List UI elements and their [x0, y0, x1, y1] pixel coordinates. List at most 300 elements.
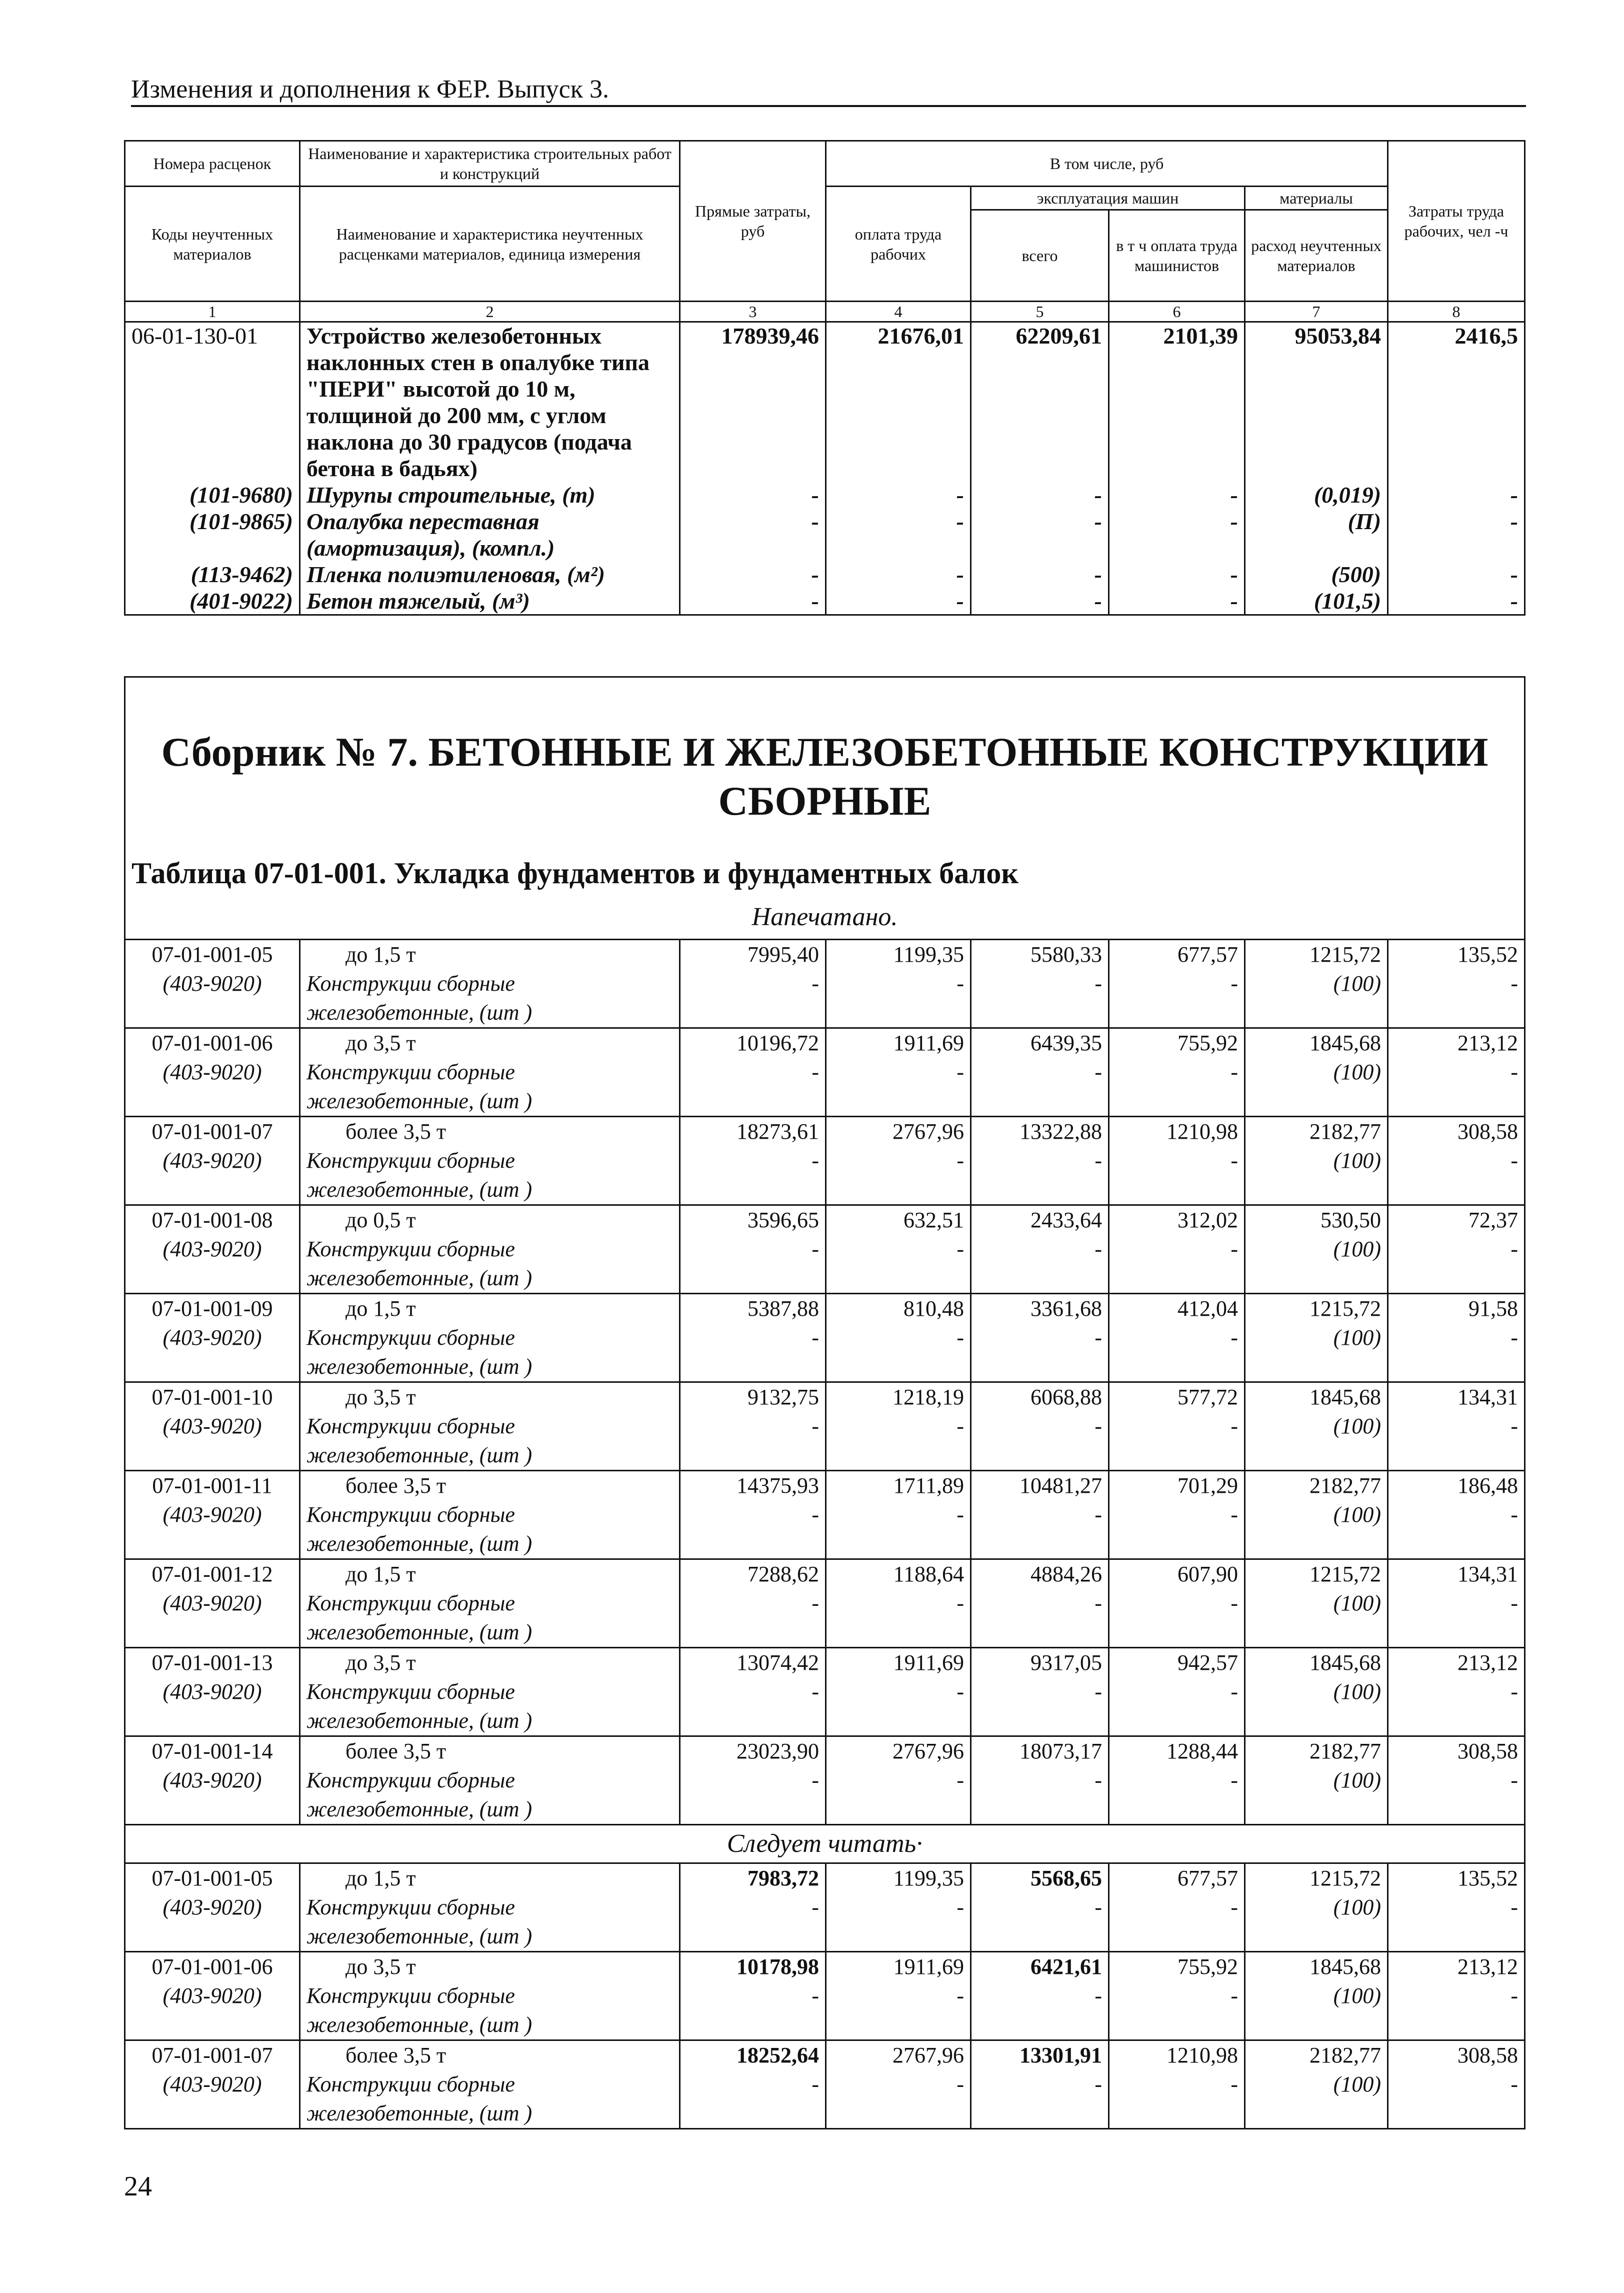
material-code: (403-9020) — [125, 1323, 300, 1382]
column-number: 5 — [971, 302, 1109, 322]
machinist-pay: - — [1109, 1766, 1245, 1825]
labor-costs: - — [1388, 508, 1525, 561]
worker-pay: - — [826, 1058, 971, 1117]
labor-costs: 213,12 — [1388, 1648, 1525, 1678]
labor-costs: - — [1388, 1589, 1525, 1648]
material-code: (101-9680) — [125, 482, 300, 508]
labor-costs: - — [1388, 482, 1525, 508]
rate-code: 07-01-001-05 — [125, 940, 300, 970]
machines-total: 2433,64 — [971, 1205, 1109, 1235]
header-machines: эксплуатация машин — [971, 187, 1245, 210]
table-row — [125, 561, 1525, 588]
machines-total: - — [971, 1766, 1109, 1825]
material-quantity: (100) — [1245, 1412, 1388, 1471]
top-rates-table — [124, 140, 1526, 616]
work-name: до 3,5 т — [300, 1382, 680, 1412]
machinist-pay: 312,02 — [1109, 1205, 1245, 1235]
material-quantity: (100) — [1245, 1677, 1388, 1736]
rate-code: 07-01-001-12 — [125, 1559, 300, 1589]
materials-cost: 1845,68 — [1245, 1952, 1388, 1982]
machines-total: - — [971, 1677, 1109, 1736]
table-row — [125, 1235, 1525, 1294]
material-quantity: (100) — [1245, 969, 1388, 1028]
machines-total: - — [971, 1058, 1109, 1117]
material-quantity: (100) — [1245, 1323, 1388, 1382]
material-name: Конструкции сборные железобетонные, (шт ) — [300, 1412, 680, 1471]
material-name: Конструкции сборные железобетонные, (шт ) — [300, 2070, 680, 2129]
material-code: (403-9020) — [125, 1235, 300, 1294]
machines-total: - — [971, 1323, 1109, 1382]
machines-total: 5568,65 — [971, 1863, 1109, 1893]
machines-total: 5580,33 — [971, 940, 1109, 970]
machines-total: - — [971, 1981, 1109, 2040]
material-name: Шурупы строительные, (т) — [300, 482, 680, 508]
table-row — [125, 1117, 1525, 1147]
machines-total: 10481,27 — [971, 1471, 1109, 1501]
worker-pay: 21676,01 — [826, 322, 971, 482]
rate-code: 07-01-001-09 — [125, 1294, 300, 1324]
material-name: Конструкции сборные железобетонные, (шт ) — [300, 1981, 680, 2040]
work-name: до 3,5 т — [300, 1028, 680, 1058]
labor-costs: 135,52 — [1388, 940, 1525, 970]
labor-costs: 308,58 — [1388, 1736, 1525, 1766]
labor-costs: 135,52 — [1388, 1863, 1525, 1893]
labor-costs: 186,48 — [1388, 1471, 1525, 1501]
direct-costs: 3596,65 — [680, 1205, 826, 1235]
work-name: до 1,5 т — [300, 1294, 680, 1324]
labor-costs: 72,37 — [1388, 1205, 1525, 1235]
labor-costs: - — [1388, 561, 1525, 588]
work-name: Устройство железобетонных наклонных стен в опалубке типа "ПЕРИ" высотой до 10 м, толщиной до 200 мм, с углом наклона до 30 градусов (подача бетона в бадьях) — [300, 322, 680, 482]
direct-costs: 10196,72 — [680, 1028, 826, 1058]
table-row — [125, 1736, 1525, 1766]
column-number: 6 — [1109, 302, 1245, 322]
machinist-pay: - — [1109, 561, 1245, 588]
machines-total: 6439,35 — [971, 1028, 1109, 1058]
table-row — [125, 1893, 1525, 1952]
header-work-name: Наименование и характеристика строительных работ и конструкций — [300, 141, 680, 187]
materials-cost: 2182,77 — [1245, 2040, 1388, 2070]
material-quantity: (100) — [1245, 2070, 1388, 2129]
worker-pay: - — [826, 482, 971, 508]
machinist-pay: 2101,39 — [1109, 322, 1245, 482]
table-row — [125, 1146, 1525, 1205]
direct-costs: - — [680, 1146, 826, 1205]
machines-total: - — [971, 482, 1109, 508]
labor-costs: - — [1388, 1323, 1525, 1382]
machines-total: - — [971, 588, 1109, 615]
machinist-pay: - — [1109, 1058, 1245, 1117]
direct-costs: 18252,64 — [680, 2040, 826, 2070]
material-name: Конструкции сборные железобетонные, (шт ) — [300, 1323, 680, 1382]
column-number: 3 — [680, 302, 826, 322]
table-row — [125, 1471, 1525, 1501]
material-name: Конструкции сборные железобетонные, (шт ) — [300, 1893, 680, 1952]
material-code: (403-9020) — [125, 969, 300, 1028]
table-row — [125, 1559, 1525, 1589]
material-code: (403-9020) — [125, 2070, 300, 2129]
materials-cost: 1215,72 — [1245, 1294, 1388, 1324]
direct-costs: - — [680, 482, 826, 508]
material-name: Конструкции сборные железобетонные, (шт ) — [300, 1058, 680, 1117]
material-name: Конструкции сборные железобетонные, (шт ) — [300, 1589, 680, 1648]
printed-note: Напечатано. — [752, 903, 898, 931]
direct-costs: - — [680, 1500, 826, 1559]
machines-total: 6068,88 — [971, 1382, 1109, 1412]
material-code: (403-9020) — [125, 1893, 300, 1952]
table-row — [125, 969, 1525, 1028]
header-materials: материалы — [1245, 187, 1388, 210]
machinist-pay: - — [1109, 1235, 1245, 1294]
machinist-pay: 755,92 — [1109, 1952, 1245, 1982]
worker-pay: 2767,96 — [826, 1736, 971, 1766]
material-quantity: (100) — [1245, 1893, 1388, 1952]
labor-costs: 308,58 — [1388, 1117, 1525, 1147]
worker-pay: - — [826, 1323, 971, 1382]
direct-costs: - — [680, 2070, 826, 2129]
material-code: (101-9865) — [125, 508, 300, 561]
worker-pay: 810,48 — [826, 1294, 971, 1324]
column-number: 8 — [1388, 302, 1525, 322]
machinist-pay: - — [1109, 1981, 1245, 2040]
machines-total: 3361,68 — [971, 1294, 1109, 1324]
material-quantity: (100) — [1245, 1500, 1388, 1559]
header-worker-pay: оплата труда рабочих — [826, 187, 971, 302]
table-row — [125, 1863, 1525, 1893]
column-number: 1 — [125, 302, 300, 322]
worker-pay: - — [826, 1500, 971, 1559]
header-material-consumption: расход неучтенных материалов — [1245, 210, 1388, 302]
table-row — [125, 1028, 1525, 1058]
table-title: Таблица 07-01-001. Укладка фундаментов и фундаментных балок — [132, 857, 1018, 890]
machinist-pay: 412,04 — [1109, 1294, 1245, 1324]
work-name: более 3,5 т — [300, 2040, 680, 2070]
rate-code: 07-01-001-10 — [125, 1382, 300, 1412]
materials-cost: 1845,68 — [1245, 1382, 1388, 1412]
machines-total: - — [971, 1589, 1109, 1648]
work-name: более 3,5 т — [300, 1736, 680, 1766]
direct-costs: - — [680, 1323, 826, 1382]
worker-pay: 2767,96 — [826, 2040, 971, 2070]
header-material-codes: Коды неучтенных материалов — [125, 187, 300, 302]
machines-total: - — [971, 969, 1109, 1028]
material-quantity: (101,5) — [1245, 588, 1388, 615]
direct-costs: 18273,61 — [680, 1117, 826, 1147]
work-name: до 3,5 т — [300, 1952, 680, 1982]
worker-pay: - — [826, 2070, 971, 2129]
labor-costs: 213,12 — [1388, 1028, 1525, 1058]
machines-total: - — [971, 1235, 1109, 1294]
page-header: Изменения и дополнения к ФЕР. Выпуск 3. — [131, 74, 1526, 107]
material-code: (401-9022) — [125, 588, 300, 615]
section-title: Сборник № 7. БЕТОННЫЕ И ЖЕЛЕЗОБЕТОННЫЕ КОНСТРУКЦИИ СБОРНЫЕ — [161, 729, 1488, 824]
page-number: 24 — [124, 2171, 152, 2202]
table-row — [125, 2070, 1525, 2129]
worker-pay: - — [826, 588, 971, 615]
rate-code: 07-01-001-13 — [125, 1648, 300, 1678]
worker-pay: - — [826, 1766, 971, 1825]
labor-costs: - — [1388, 1058, 1525, 1117]
direct-costs: 9132,75 — [680, 1382, 826, 1412]
rate-code: 07-01-001-11 — [125, 1471, 300, 1501]
column-number: 2 — [300, 302, 680, 322]
material-name: Конструкции сборные железобетонные, (шт ) — [300, 1677, 680, 1736]
machinist-pay: - — [1109, 588, 1245, 615]
labor-costs: - — [1388, 1893, 1525, 1952]
material-name: Конструкции сборные железобетонные, (шт ) — [300, 1235, 680, 1294]
worker-pay: - — [826, 1235, 971, 1294]
direct-costs: 7983,72 — [680, 1863, 826, 1893]
section-7-table — [124, 676, 1526, 2129]
material-quantity: (100) — [1245, 1146, 1388, 1205]
labor-costs: 213,12 — [1388, 1952, 1525, 1982]
rate-code: 07-01-001-08 — [125, 1205, 300, 1235]
header-direct-costs: Прямые затраты, руб — [680, 141, 826, 302]
worker-pay: - — [826, 1412, 971, 1471]
worker-pay: 1199,35 — [826, 940, 971, 970]
labor-costs: - — [1388, 1235, 1525, 1294]
material-code: (403-9020) — [125, 1412, 300, 1471]
table-row — [125, 508, 1525, 561]
machinist-pay: 942,57 — [1109, 1648, 1245, 1678]
work-name: до 0,5 т — [300, 1205, 680, 1235]
table-row — [125, 1766, 1525, 1825]
table-row — [125, 1058, 1525, 1117]
machines-total: 9317,05 — [971, 1648, 1109, 1678]
labor-costs: 2416,5 — [1388, 322, 1525, 482]
header-machines-total: всего — [971, 210, 1109, 302]
work-name: до 1,5 т — [300, 1559, 680, 1589]
machinist-pay: 755,92 — [1109, 1028, 1245, 1058]
direct-costs: - — [680, 1981, 826, 2040]
worker-pay: 632,51 — [826, 1205, 971, 1235]
machinist-pay: - — [1109, 1589, 1245, 1648]
machines-total: - — [971, 1893, 1109, 1952]
materials-cost: 95053,84 — [1245, 322, 1388, 482]
direct-costs: - — [680, 969, 826, 1028]
machinist-pay: - — [1109, 508, 1245, 561]
direct-costs: - — [680, 1058, 826, 1117]
direct-costs: 7995,40 — [680, 940, 826, 970]
printed-rows — [125, 940, 1525, 1825]
header-machinist-pay: в т ч оплата труда машинистов — [1109, 210, 1245, 302]
direct-costs: - — [680, 1589, 826, 1648]
work-name: более 3,5 т — [300, 1117, 680, 1147]
direct-costs: 23023,90 — [680, 1736, 826, 1766]
material-quantity: (0,019) — [1245, 482, 1388, 508]
labor-costs: 134,31 — [1388, 1382, 1525, 1412]
table-row — [125, 588, 1525, 615]
material-quantity: (100) — [1245, 1058, 1388, 1117]
machines-total: 18073,17 — [971, 1736, 1109, 1766]
should-read-note: Следует читать· — [726, 1829, 923, 1858]
machinist-pay: - — [1109, 482, 1245, 508]
worker-pay: - — [826, 1677, 971, 1736]
machinist-pay: 1210,98 — [1109, 1117, 1245, 1147]
labor-costs: 134,31 — [1388, 1559, 1525, 1589]
materials-cost: 1845,68 — [1245, 1648, 1388, 1678]
material-quantity: (100) — [1245, 1589, 1388, 1648]
materials-cost: 2182,77 — [1245, 1736, 1388, 1766]
table-row — [125, 1412, 1525, 1471]
machinist-pay: 1288,44 — [1109, 1736, 1245, 1766]
materials-cost: 1215,72 — [1245, 1863, 1388, 1893]
table-row — [125, 482, 1525, 508]
worker-pay: 1711,89 — [826, 1471, 971, 1501]
table-row — [125, 940, 1525, 970]
rate-code: 07-01-001-07 — [125, 2040, 300, 2070]
table-row — [125, 2040, 1525, 2070]
labor-costs: - — [1388, 588, 1525, 615]
worker-pay: 1199,35 — [826, 1863, 971, 1893]
material-name: Конструкции сборные железобетонные, (шт ) — [300, 1146, 680, 1205]
material-quantity: (500) — [1245, 561, 1388, 588]
table-row — [125, 1952, 1525, 1982]
header-material-name: Наименование и характеристика неучтенных расценками материалов, единица измерения — [300, 187, 680, 302]
labor-costs: - — [1388, 1146, 1525, 1205]
work-name: до 1,5 т — [300, 1863, 680, 1893]
direct-costs: - — [680, 508, 826, 561]
machinist-pay: 607,90 — [1109, 1559, 1245, 1589]
machines-total: - — [971, 508, 1109, 561]
worker-pay: - — [826, 1146, 971, 1205]
material-quantity: (100) — [1245, 1766, 1388, 1825]
machinist-pay: - — [1109, 2070, 1245, 2129]
material-name: Опалубка переставная (амортизация), (компл.) — [300, 508, 680, 561]
material-quantity: (П) — [1245, 508, 1388, 561]
direct-costs: - — [680, 1893, 826, 1952]
direct-costs: - — [680, 1677, 826, 1736]
table-row — [125, 1500, 1525, 1559]
work-name: до 3,5 т — [300, 1648, 680, 1678]
table-row — [125, 1648, 1525, 1678]
worker-pay: - — [826, 969, 971, 1028]
worker-pay: - — [826, 561, 971, 588]
direct-costs: 7288,62 — [680, 1559, 826, 1589]
machines-total: 62209,61 — [971, 322, 1109, 482]
materials-cost: 2182,77 — [1245, 1117, 1388, 1147]
header-labor-costs: Затраты труда рабочих, чел -ч — [1388, 141, 1525, 302]
table-row — [125, 1382, 1525, 1412]
machinist-pay: 1210,98 — [1109, 2040, 1245, 2070]
machines-total: 13322,88 — [971, 1117, 1109, 1147]
material-name: Бетон тяжелый, (м³) — [300, 588, 680, 615]
rate-code: 07-01-001-07 — [125, 1117, 300, 1147]
material-name: Пленка полиэтиленовая, (м²) — [300, 561, 680, 588]
rate-code: 07-01-001-06 — [125, 1952, 300, 1982]
machinist-pay: 701,29 — [1109, 1471, 1245, 1501]
material-code: (403-9020) — [125, 1500, 300, 1559]
worker-pay: 1188,64 — [826, 1559, 971, 1589]
material-code: (403-9020) — [125, 1058, 300, 1117]
table-row — [125, 1677, 1525, 1736]
labor-costs: - — [1388, 1500, 1525, 1559]
table-row — [125, 1323, 1525, 1382]
column-number: 7 — [1245, 302, 1388, 322]
table-row — [125, 1294, 1525, 1324]
work-name: до 1,5 т — [300, 940, 680, 970]
machinist-pay: - — [1109, 969, 1245, 1028]
worker-pay: - — [826, 508, 971, 561]
labor-costs: 308,58 — [1388, 2040, 1525, 2070]
material-code: (113-9462) — [125, 561, 300, 588]
material-code: (403-9020) — [125, 1677, 300, 1736]
labor-costs: - — [1388, 1412, 1525, 1471]
machines-total: - — [971, 1146, 1109, 1205]
direct-costs: 178939,46 — [680, 322, 826, 482]
material-quantity: (100) — [1245, 1235, 1388, 1294]
material-code: (403-9020) — [125, 1766, 300, 1825]
machinist-pay: - — [1109, 1412, 1245, 1471]
machinist-pay: 577,72 — [1109, 1382, 1245, 1412]
rate-code: 06-01-130-01 — [125, 322, 300, 482]
table-row — [125, 1205, 1525, 1235]
labor-costs: - — [1388, 1981, 1525, 2040]
machines-total: 6421,61 — [971, 1952, 1109, 1982]
materials-cost: 2182,77 — [1245, 1471, 1388, 1501]
worker-pay: - — [826, 1589, 971, 1648]
header-rate-numbers: Номера расценок — [125, 141, 300, 187]
worker-pay: - — [826, 1893, 971, 1952]
rate-code: 07-01-001-14 — [125, 1736, 300, 1766]
materials-cost: 1215,72 — [1245, 940, 1388, 970]
machines-total: 4884,26 — [971, 1559, 1109, 1589]
direct-costs: - — [680, 588, 826, 615]
direct-costs: - — [680, 1766, 826, 1825]
table-row — [125, 1981, 1525, 2040]
material-code: (403-9020) — [125, 1981, 300, 2040]
worker-pay: 1911,69 — [826, 1648, 971, 1678]
worker-pay: - — [826, 1981, 971, 2040]
direct-costs: 5387,88 — [680, 1294, 826, 1324]
worker-pay: 1911,69 — [826, 1028, 971, 1058]
direct-costs: 10178,98 — [680, 1952, 826, 1982]
machinist-pay: - — [1109, 1146, 1245, 1205]
machinist-pay: 677,57 — [1109, 1863, 1245, 1893]
direct-costs: - — [680, 561, 826, 588]
materials-cost: 530,50 — [1245, 1205, 1388, 1235]
labor-costs: 91,58 — [1388, 1294, 1525, 1324]
material-code: (403-9020) — [125, 1146, 300, 1205]
labor-costs: - — [1388, 2070, 1525, 2129]
machinist-pay: - — [1109, 1500, 1245, 1559]
machinist-pay: - — [1109, 1323, 1245, 1382]
machinist-pay: - — [1109, 1677, 1245, 1736]
worker-pay: 1218,19 — [826, 1382, 971, 1412]
machines-total: 13301,91 — [971, 2040, 1109, 2070]
material-name: Конструкции сборные железобетонные, (шт ) — [300, 1766, 680, 1825]
labor-costs: - — [1388, 969, 1525, 1028]
column-number: 4 — [826, 302, 971, 322]
materials-cost: 1215,72 — [1245, 1559, 1388, 1589]
rate-code: 07-01-001-06 — [125, 1028, 300, 1058]
worker-pay: 2767,96 — [826, 1117, 971, 1147]
worker-pay: 1911,69 — [826, 1952, 971, 1982]
materials-cost: 1845,68 — [1245, 1028, 1388, 1058]
machines-total: - — [971, 1500, 1109, 1559]
direct-costs: - — [680, 1235, 826, 1294]
machines-total: - — [971, 2070, 1109, 2129]
machines-total: - — [971, 1412, 1109, 1471]
machinist-pay: - — [1109, 1893, 1245, 1952]
should-read-rows — [125, 1863, 1525, 2129]
material-name: Конструкции сборные железобетонные, (шт ) — [300, 1500, 680, 1559]
material-name: Конструкции сборные железобетонные, (шт ) — [300, 969, 680, 1028]
machines-total: - — [971, 561, 1109, 588]
table-row — [125, 322, 1525, 482]
direct-costs: 13074,42 — [680, 1648, 826, 1678]
table-row — [125, 1589, 1525, 1648]
